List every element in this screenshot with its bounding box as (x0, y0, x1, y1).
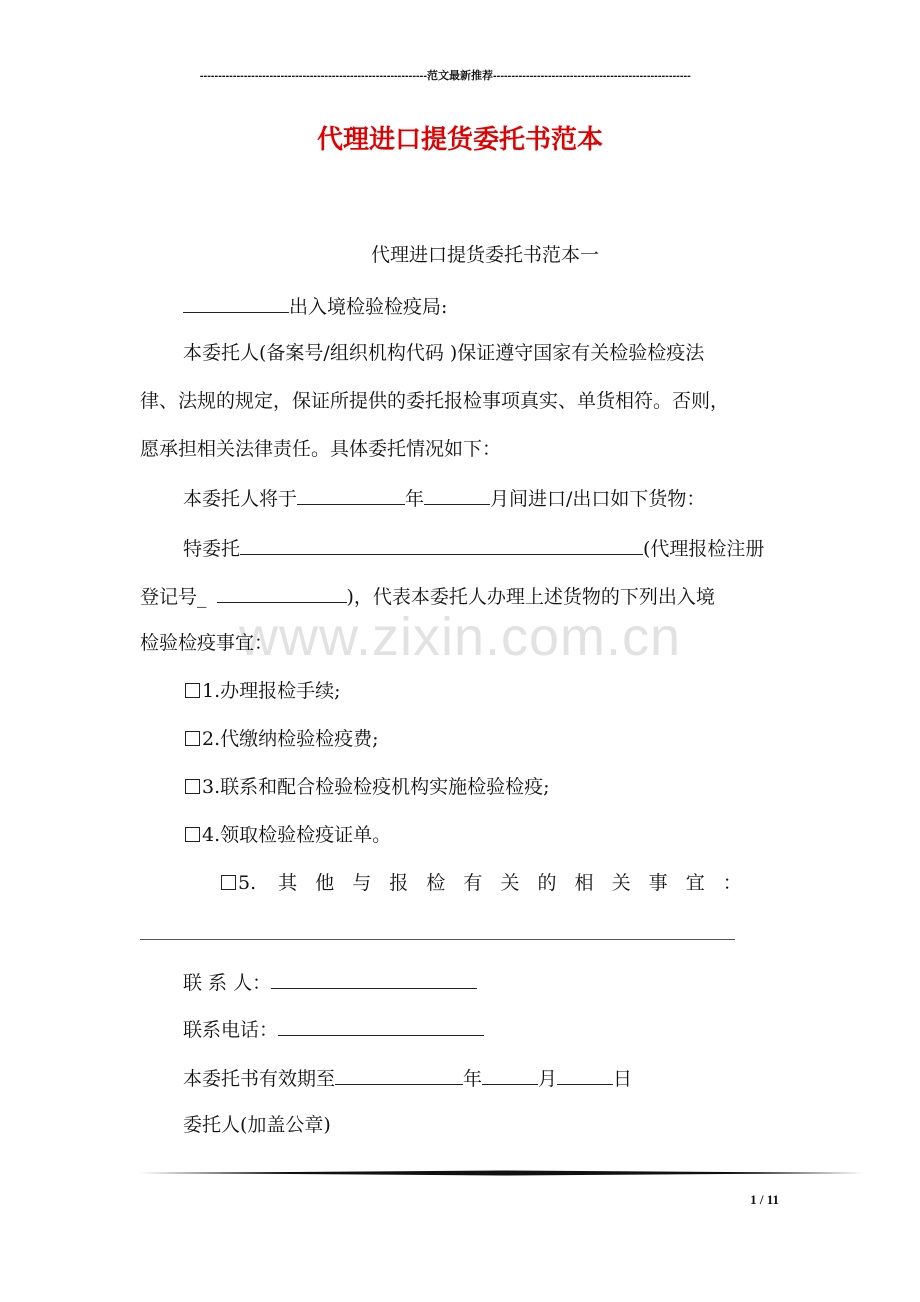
registration-line (140, 580, 715, 612)
item-2-checkbox[interactable] (185, 731, 200, 746)
validity-year-blank (335, 1062, 463, 1085)
special-line (183, 532, 764, 564)
matters-line: 检验检疫事宜： (140, 632, 274, 654)
contact-phone-line (183, 1013, 484, 1045)
item-3 (185, 772, 550, 802)
addressee-blank (183, 290, 289, 313)
special-prefix: 特委托 (183, 538, 241, 560)
goods-month-blank (424, 482, 490, 505)
header-dashes-right: ------------------------------------------------------ (493, 70, 691, 82)
item-3-checkbox[interactable] (185, 779, 200, 794)
item-4-checkbox[interactable] (185, 827, 200, 842)
item-5 (221, 868, 742, 898)
goods-year-label: 年 (405, 488, 425, 510)
validity-month-blank (482, 1062, 538, 1085)
header-label: 范文最新推荐 (427, 70, 493, 82)
item-5-number: 5. (238, 872, 257, 894)
contact-person-label: 联 系 人： (183, 972, 272, 994)
page-header (140, 68, 780, 84)
contact-person-blank (271, 966, 477, 989)
document-subtitle: 代理进口提货委托书范本一 (370, 244, 599, 266)
paragraph-line-1: 本委托人(备案号/组织机构代码 )保证遵守国家有关检验检疫法 (183, 342, 705, 364)
validity-line (183, 1062, 632, 1094)
item-3-text: 3.联系和配合检验检疫机构实施检验检疫; (202, 776, 550, 798)
item-2 (185, 724, 379, 754)
item-5-text: 其他与报检有关的相关事宜 (278, 872, 723, 894)
contact-person-line (183, 966, 477, 998)
document-title: 代理进口提货委托书范本 (316, 125, 603, 155)
registration-suffix: )，代表本委托人办理上述货物的下列出入境 (346, 586, 715, 608)
item-4 (185, 820, 391, 850)
validity-day-blank (557, 1062, 613, 1085)
goods-prefix: 本委托人将于 (183, 488, 298, 510)
header-dashes-left: -------------------------------------------------------------- (199, 70, 427, 82)
validity-year-label: 年 (463, 1068, 483, 1090)
addressee-text: 出入境检验检疫局: (289, 296, 448, 318)
paragraph-line-3: 愿承担相关法律责任。具体委托情况如下： (140, 438, 502, 460)
goods-line (183, 482, 705, 514)
validity-month-label: 月 (538, 1068, 558, 1090)
contact-phone-label: 联系电话： (183, 1019, 279, 1041)
item-4-text: 4.领取检验检疫证单。 (202, 824, 392, 846)
item-5-colon: ： (722, 872, 742, 894)
special-suffix: (代理报检注册 (643, 538, 765, 560)
agent-name-blank (240, 532, 643, 555)
registration-prefix: 登记号_ (140, 586, 207, 608)
item-1-text: 1.办理报检手续; (202, 680, 341, 702)
item-1-checkbox[interactable] (185, 683, 200, 698)
paragraph-line-2: 律、法规的规定，保证所提供的委托报检事项真实、单货相符。否则， (140, 390, 730, 412)
footer-rule (140, 1170, 864, 1176)
contact-phone-blank (278, 1013, 484, 1036)
item-2-text: 2.代缴纳检验检疫费; (202, 728, 379, 750)
watermark: www.zixin.com.cn (238, 607, 682, 667)
item-5-checkbox[interactable] (221, 875, 236, 890)
item-5-blank-line (140, 939, 735, 940)
goods-year-blank (297, 482, 405, 505)
registration-blank (217, 580, 347, 603)
signature-line: 委托人(加盖公章) (183, 1114, 331, 1136)
page-number: 1 / 11 (750, 1192, 779, 1207)
validity-day-label: 日 (613, 1068, 633, 1090)
validity-prefix: 本委托书有效期至 (183, 1068, 336, 1090)
addressee-line (183, 290, 447, 322)
goods-suffix: 月间进口/出口如下货物： (490, 488, 706, 510)
item-1 (185, 676, 341, 706)
